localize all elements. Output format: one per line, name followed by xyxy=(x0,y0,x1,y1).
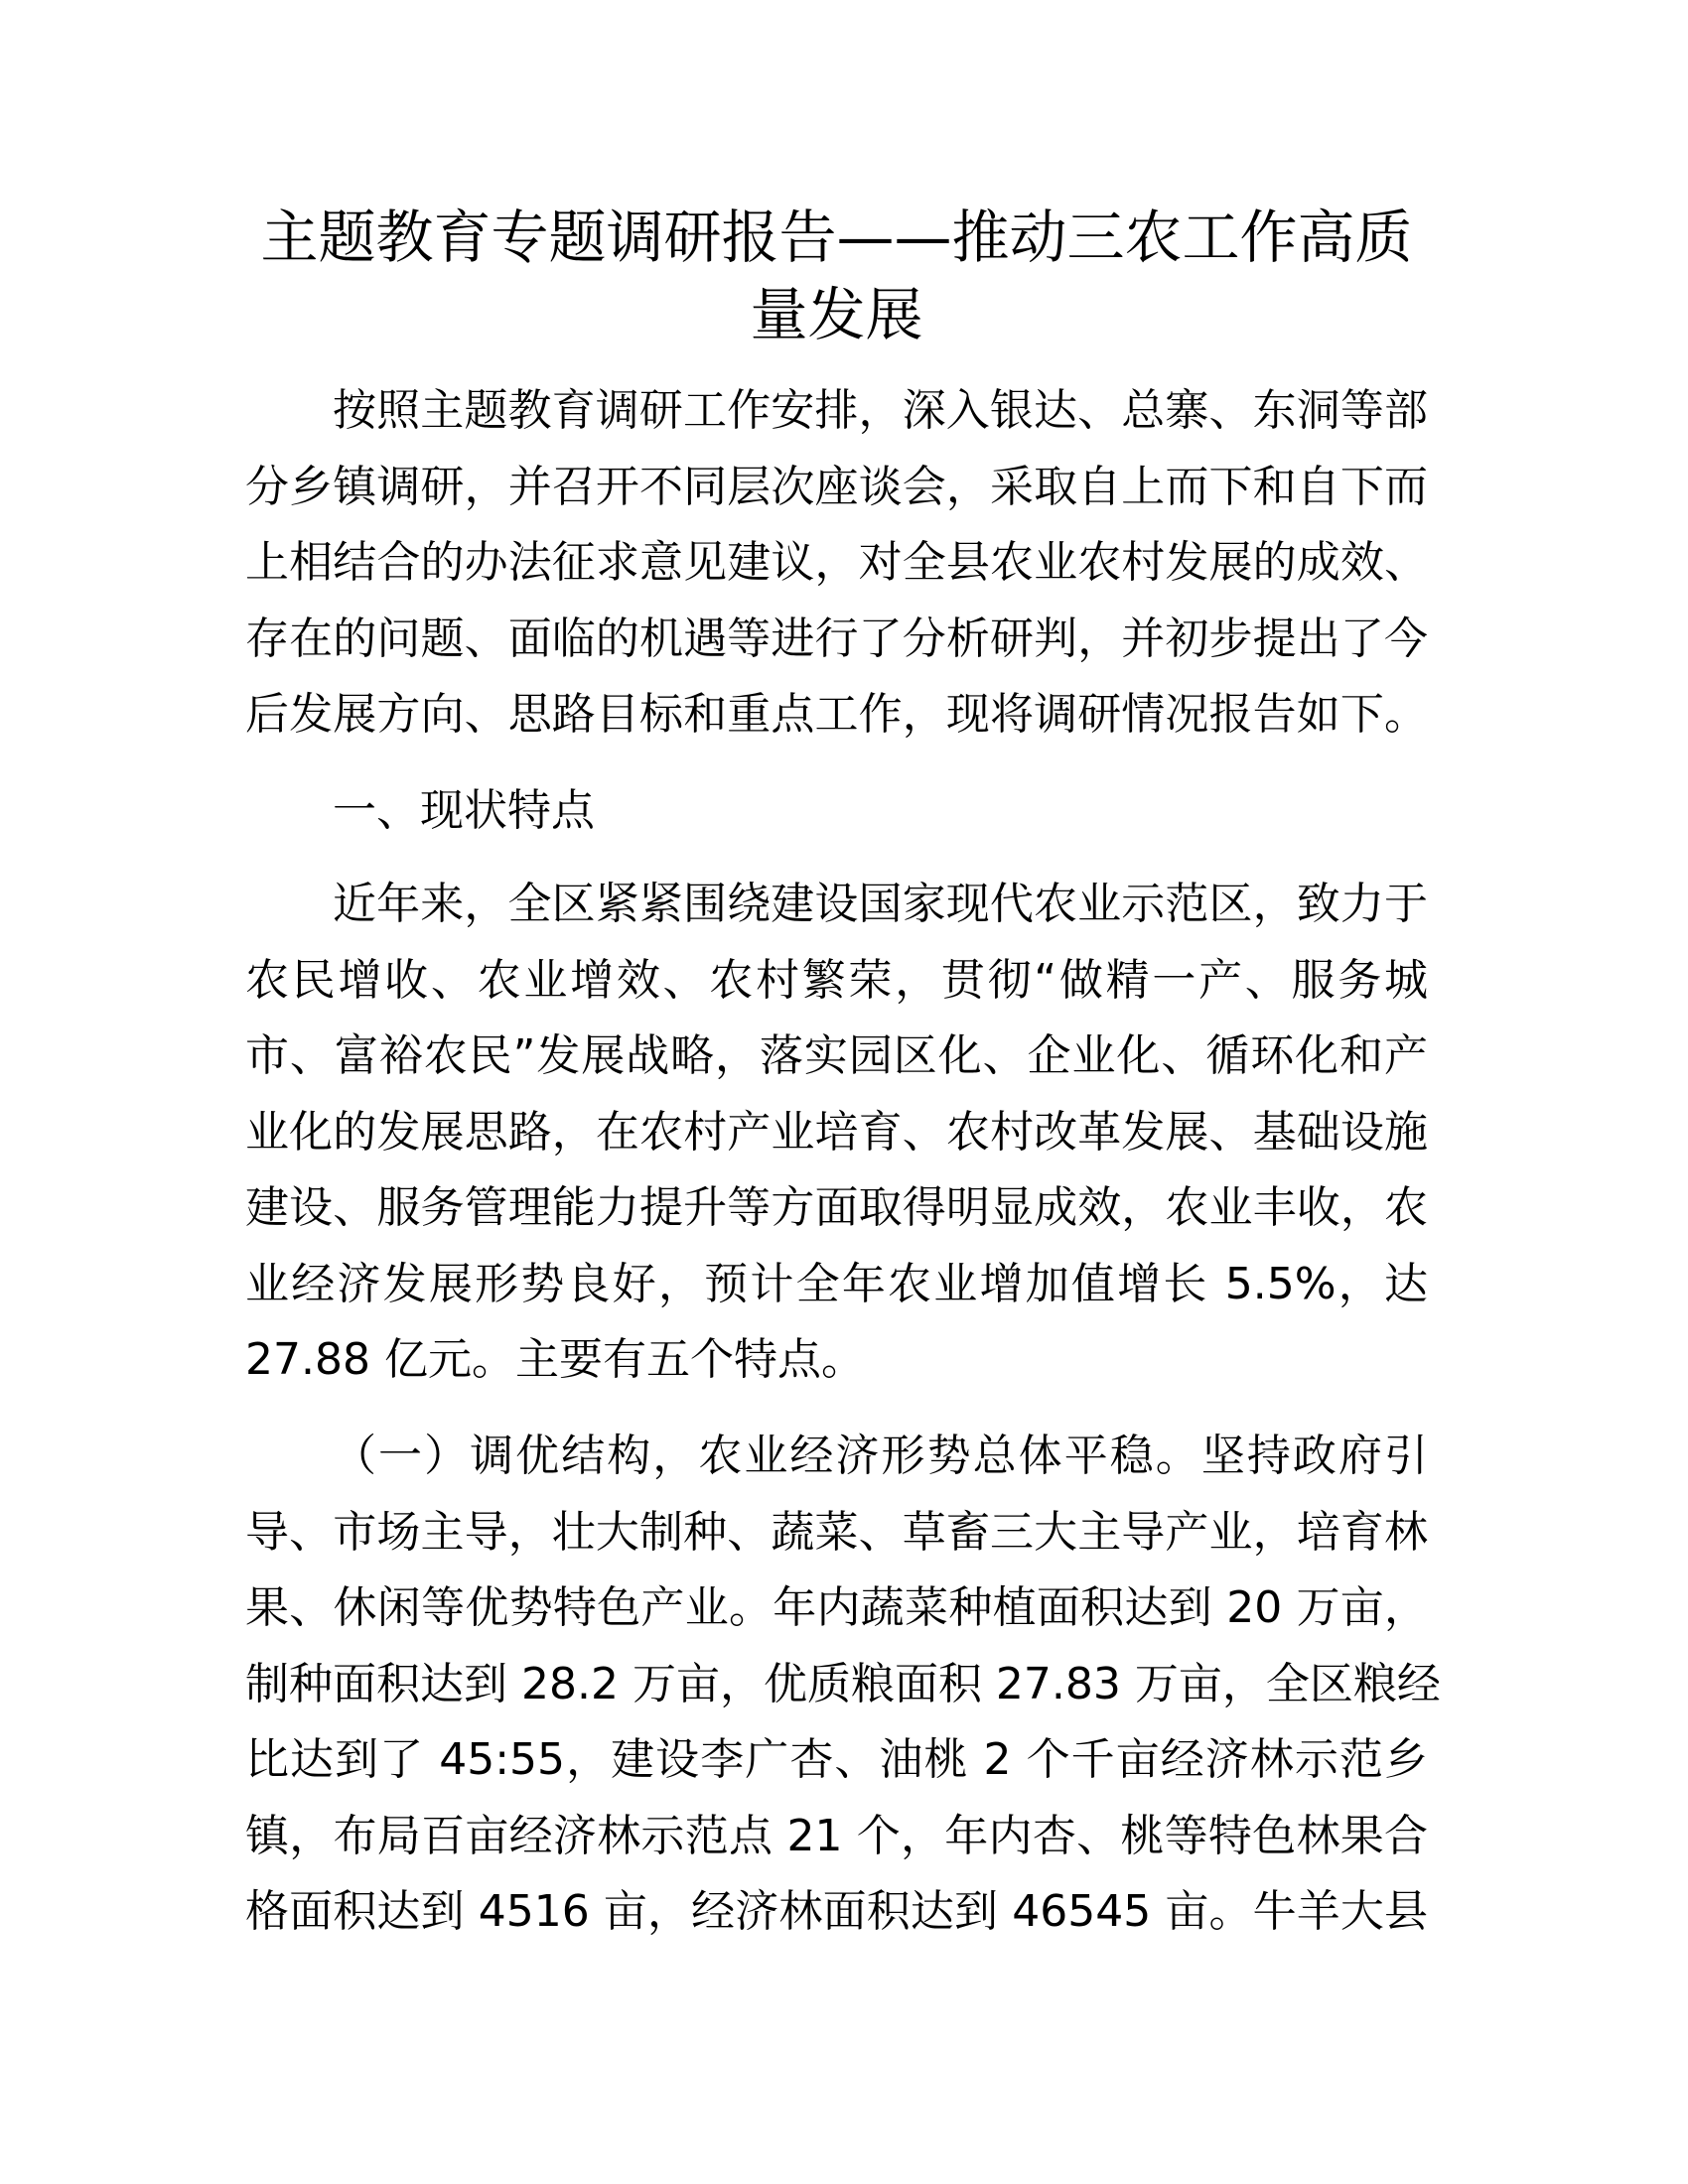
section-heading xyxy=(245,773,1428,850)
document-title xyxy=(245,199,1428,353)
text-line: 后发展方向、思路目标和重点工作，现将调研情况报告如下。 xyxy=(245,689,1428,740)
text-line: 业经济发展形势良好，预计全年农业增加值增长 5.5%，达 xyxy=(245,1258,1428,1309)
text-line: 比达到了 45:55，建设李广杏、油桃 2 个千亩经济林示范乡 xyxy=(245,1734,1428,1785)
text-line: 市、富裕农民”发展战略，落实园区化、企业化、循环化和产 xyxy=(245,1030,1428,1081)
text-line: 按照主题教育调研工作安排，深入银达、总寨、东洞等部 xyxy=(333,385,1428,436)
text-line: 近年来，全区紧紧围绕建设国家现代农业示范区，致力于 xyxy=(333,879,1428,929)
text-line: 27.88 亿元。主要有五个特点。 xyxy=(245,1334,865,1385)
title-line-2: 量发展 xyxy=(750,281,923,348)
text-line: 建设、服务管理能力提升等方面取得明显成效，农业丰收，农 xyxy=(245,1182,1428,1233)
text-line: 果、休闲等优势特色产业。年内蔬菜种植面积达到 20 万亩， xyxy=(245,1582,1428,1633)
text-line: （一）调优结构，农业经济形势总体平稳。坚持政府引 xyxy=(333,1431,1428,1481)
text-line: 制种面积达到 28.2 万亩，优质粮面积 27.83 万亩，全区粮经 xyxy=(245,1658,1441,1709)
text-line: 业化的发展思路，在农村产业培育、农村改革发展、基础设施 xyxy=(245,1106,1428,1158)
text-line: 镇，布局百亩经济林示范点 21 个，年内杏、桃等特色林果合 xyxy=(245,1810,1428,1861)
text-line: 存在的问题、面临的机遇等进行了分析研判，并初步提出了今 xyxy=(245,613,1428,664)
text-line: 分乡镇调研，并召开不同层次座谈会，采取自上而下和自下而 xyxy=(245,461,1428,512)
subsection-1-paragraph xyxy=(245,1419,1441,1951)
text-line: 格面积达到 4516 亩，经济林面积达到 46545 亩。牛羊大县 xyxy=(245,1886,1429,1937)
text-line: 农民增收、农业增效、农村繁荣，贯彻“做精一产、服务城 xyxy=(245,954,1428,1006)
heading-text: 一、现状特点 xyxy=(333,785,595,836)
text-line: 上相结合的办法征求意见建议，对全县农业农村发展的成效、 xyxy=(245,537,1428,588)
title-line-1: 主题教育专题调研报告——推动三农工作高质 xyxy=(260,204,1413,271)
overview-paragraph xyxy=(245,867,1428,1399)
text-line: 导、市场主导，壮大制种、蔬菜、草畜三大主导产业，培育林 xyxy=(245,1506,1428,1558)
intro-paragraph xyxy=(245,373,1428,753)
